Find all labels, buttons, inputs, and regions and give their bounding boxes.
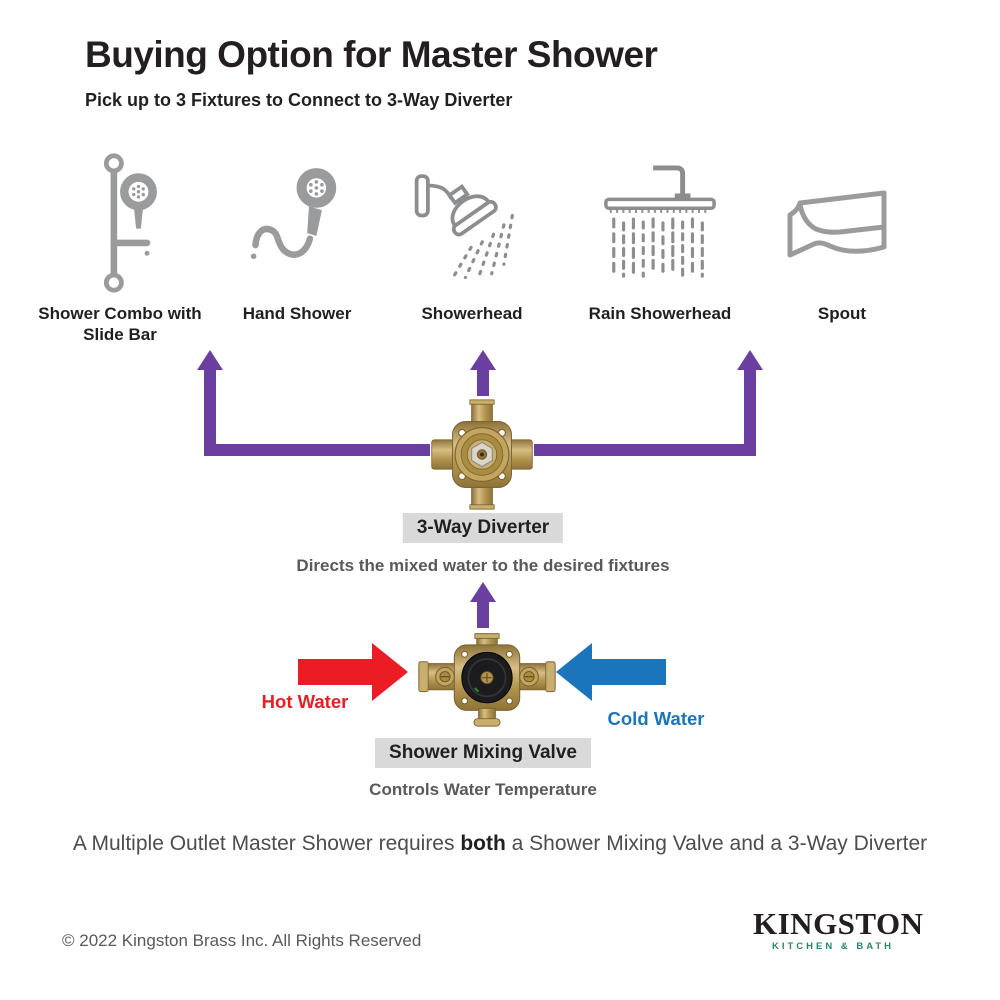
fixture-label: Showerhead bbox=[421, 304, 523, 323]
purple-arrow-left-horizontal bbox=[204, 444, 430, 456]
mixing-valve-label: Shower Mixing Valve bbox=[375, 738, 591, 768]
purple-arrowhead-mixing bbox=[470, 582, 496, 602]
three-way-diverter-image bbox=[430, 398, 534, 516]
rain-showerhead-icon bbox=[596, 148, 724, 298]
diverter-caption: Directs the mixed water to the desired fixtures bbox=[296, 556, 670, 575]
fixture-label: Shower Combo with Slide Bar bbox=[38, 304, 202, 345]
fixture-spout bbox=[757, 148, 927, 324]
diverter-label: 3-Way Diverter bbox=[403, 513, 563, 543]
fixture-shower-combo bbox=[35, 148, 205, 346]
page-title: Buying Option for Master Shower bbox=[85, 34, 658, 75]
purple-arrow-left-vertical bbox=[204, 368, 216, 456]
purple-arrow-right-horizontal bbox=[534, 444, 756, 456]
kingston-wordmark: KINGSTON bbox=[753, 906, 924, 941]
kingston-tagline: KITCHEN & BATH bbox=[771, 941, 895, 952]
fixture-hand-shower bbox=[212, 148, 382, 324]
fixture-label: Hand Shower bbox=[242, 304, 352, 323]
summary-bold-word: both bbox=[460, 832, 506, 855]
fixture-label: Rain Showerhead bbox=[588, 304, 732, 323]
summary-sentence bbox=[0, 832, 1000, 856]
fixture-showerhead bbox=[387, 148, 557, 324]
fixture-rain-showerhead bbox=[565, 148, 755, 324]
purple-arrowhead-right bbox=[737, 350, 763, 370]
spout-icon bbox=[782, 148, 902, 298]
purple-arrow-center-vertical bbox=[477, 368, 489, 396]
summary-part2: a Shower Mixing Valve and a 3-Way Diverter bbox=[505, 832, 928, 855]
summary-part1: A Multiple Outlet Master Shower requires bbox=[72, 832, 461, 855]
hot-water-arrow-shaft bbox=[298, 659, 372, 685]
hot-water-arrowhead bbox=[372, 643, 408, 701]
cold-water-arrow-shaft bbox=[592, 659, 666, 685]
shower-combo-slide-bar-icon bbox=[58, 148, 183, 298]
hand-shower-icon bbox=[237, 148, 357, 298]
purple-arrow-right-vertical bbox=[744, 368, 756, 456]
kingston-logo bbox=[753, 906, 924, 952]
mixing-valve-caption: Controls Water Temperature bbox=[369, 780, 597, 799]
cold-water-arrowhead bbox=[556, 643, 592, 701]
shower-mixing-valve-image bbox=[417, 630, 557, 733]
cold-water-label: Cold Water bbox=[607, 708, 705, 729]
fixture-label: Spout bbox=[817, 304, 867, 323]
showerhead-icon bbox=[411, 148, 533, 298]
hot-water-label: Hot Water bbox=[261, 691, 349, 712]
purple-arrowhead-left bbox=[197, 350, 223, 370]
page-subtitle: Pick up to 3 Fixtures to Connect to 3-Way Diverter bbox=[85, 90, 513, 110]
copyright-text: © 2022 Kingston Brass Inc. All Rights Reserved bbox=[62, 931, 422, 950]
purple-arrowhead-center bbox=[470, 350, 496, 370]
purple-arrow-mixing-vertical bbox=[477, 600, 489, 628]
